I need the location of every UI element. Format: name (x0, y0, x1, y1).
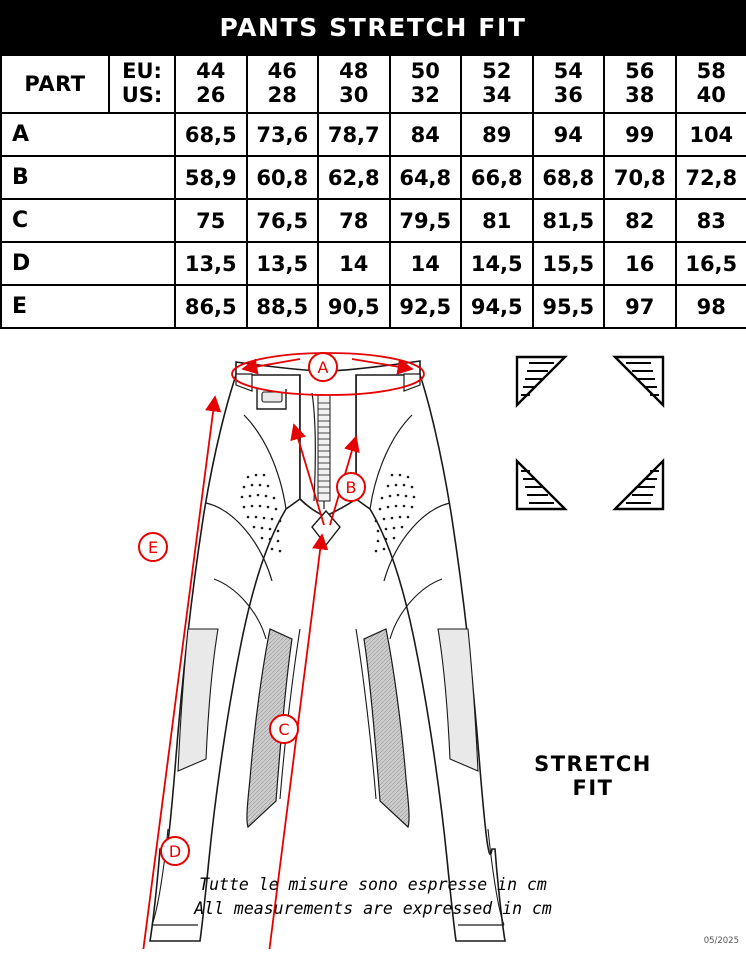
page-title: PANTS STRETCH FIT (219, 12, 527, 42)
us-size-5: 34 (482, 83, 512, 107)
cell-b-7: 70,8 (604, 156, 676, 199)
size-column-4 (390, 55, 462, 113)
knee-panel-right (364, 629, 409, 827)
cell-d-6: 15,5 (533, 242, 605, 285)
table-row (1, 113, 746, 156)
marker-c (270, 715, 298, 743)
size-column-3 (318, 55, 390, 113)
cell-e-1: 86,5 (175, 285, 247, 328)
cell-b-1: 58,9 (175, 156, 247, 199)
cell-e-4: 92,5 (390, 285, 462, 328)
marker-a (309, 353, 337, 381)
cell-c-2: 76,5 (247, 199, 319, 242)
table-row (1, 242, 746, 285)
eu-us-labels (109, 55, 175, 113)
marker-e (139, 533, 167, 561)
cell-e-3: 90,5 (318, 285, 390, 328)
row-label-e: E (1, 285, 175, 328)
cell-b-5: 66,8 (461, 156, 533, 199)
cell-b-3: 62,8 (318, 156, 390, 199)
stretch-fit-line1: STRETCH (534, 752, 652, 776)
svg-text:B: B (345, 478, 357, 497)
row-label-d: D (1, 242, 175, 285)
size-column-6 (533, 55, 605, 113)
cell-b-4: 64,8 (390, 156, 462, 199)
us-size-2: 28 (267, 83, 297, 107)
pants-technical-drawing (0, 329, 746, 949)
svg-text:D: D (168, 842, 182, 861)
cell-e-5: 94,5 (461, 285, 533, 328)
cell-e-6: 95,5 (533, 285, 605, 328)
eu-size-6: 54 (553, 59, 583, 84)
cell-a-1: 68,5 (175, 113, 247, 156)
cell-e-8: 98 (676, 285, 746, 328)
svg-text:A: A (317, 358, 329, 377)
row-label-a: A (1, 113, 175, 156)
cell-d-8: 16,5 (676, 242, 746, 285)
date-code: 05/2025 (703, 936, 739, 946)
cell-d-2: 13,5 (247, 242, 319, 285)
row-label-c: C (1, 199, 175, 242)
us-size-6: 36 (553, 83, 583, 107)
table-row (1, 285, 746, 328)
cell-c-1: 75 (175, 199, 247, 242)
cell-d-7: 16 (604, 242, 676, 285)
eu-size-5: 52 (482, 59, 512, 84)
size-column-1 (175, 55, 247, 113)
cell-c-4: 79,5 (390, 199, 462, 242)
pants-illustration (147, 361, 505, 941)
cell-a-6: 94 (533, 113, 605, 156)
cell-c-7: 82 (604, 199, 676, 242)
cell-b-8: 72,8 (676, 156, 746, 199)
eu-size-4: 50 (410, 59, 440, 84)
us-size-7: 38 (625, 83, 655, 107)
row-label-b: B (1, 156, 175, 199)
cell-d-4: 14 (390, 242, 462, 285)
table-row (1, 199, 746, 242)
pants-diagram-area (0, 329, 746, 949)
cell-c-5: 81 (461, 199, 533, 242)
table-header-row (1, 55, 746, 113)
us-label: US: (121, 83, 163, 107)
marker-d (161, 837, 189, 865)
eu-size-2: 46 (267, 59, 297, 84)
svg-text:E: E (147, 538, 159, 557)
size-column-5 (461, 55, 533, 113)
marker-b (337, 473, 365, 501)
caption-english: All measurements are expressed in cm (194, 899, 552, 919)
size-column-7 (604, 55, 676, 113)
cell-a-4: 84 (390, 113, 462, 156)
cell-c-3: 78 (318, 199, 390, 242)
eu-size-8: 58 (696, 59, 726, 84)
cell-a-3: 78,7 (318, 113, 390, 156)
table-row (1, 156, 746, 199)
cell-b-2: 60,8 (247, 156, 319, 199)
us-size-8: 40 (696, 83, 726, 107)
us-size-4: 32 (410, 83, 440, 107)
us-size-1: 26 (196, 83, 226, 107)
cell-d-3: 14 (318, 242, 390, 285)
cell-d-1: 13,5 (175, 242, 247, 285)
cell-a-7: 99 (604, 113, 676, 156)
page-title-bar (0, 0, 746, 54)
stretch-fit-label (513, 753, 673, 800)
caption-italian: Tutte le misure sono espresse in cm (199, 875, 547, 895)
cell-c-6: 81,5 (533, 199, 605, 242)
stretch-fit-icon (517, 357, 663, 509)
cell-b-6: 68,8 (533, 156, 605, 199)
size-column-8 (676, 55, 746, 113)
eu-size-1: 44 (196, 59, 226, 84)
cell-d-5: 14,5 (461, 242, 533, 285)
stretch-fit-line2: FIT (572, 775, 614, 800)
us-size-3: 30 (339, 83, 369, 107)
size-table (0, 54, 746, 329)
cell-e-7: 97 (604, 285, 676, 328)
eu-label: EU: (122, 59, 162, 84)
cell-a-8: 104 (676, 113, 746, 156)
cell-e-2: 88,5 (247, 285, 319, 328)
measurement-caption (0, 873, 746, 921)
eu-size-7: 56 (625, 59, 655, 84)
cell-c-8: 83 (676, 199, 746, 242)
cell-a-5: 89 (461, 113, 533, 156)
column-header-part: PART (1, 55, 109, 113)
size-column-2 (247, 55, 319, 113)
cell-a-2: 73,6 (247, 113, 319, 156)
svg-text:C: C (278, 720, 290, 739)
eu-size-3: 48 (339, 59, 369, 84)
